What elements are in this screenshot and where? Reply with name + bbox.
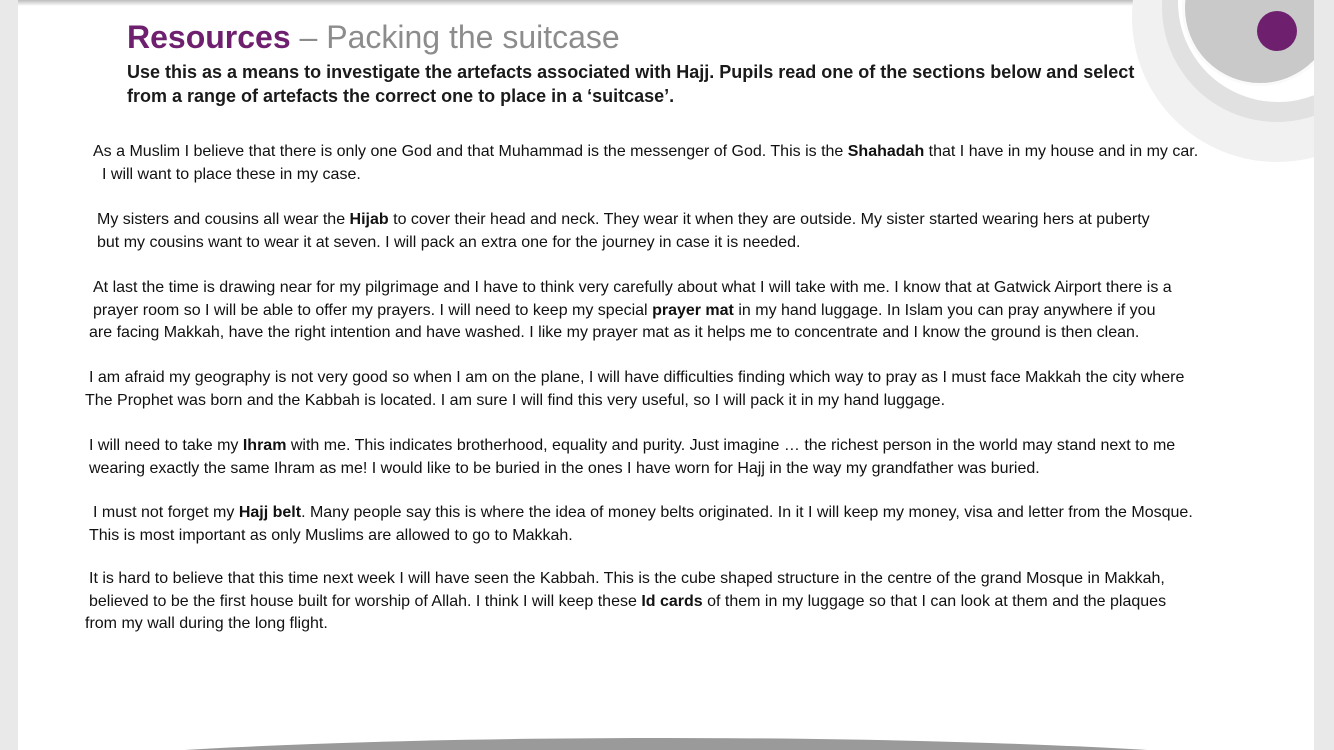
page-title	[127, 18, 620, 56]
text-run: believed to be the first house built for worship of Allah. I think I will keep these	[89, 592, 642, 610]
paragraph-line	[97, 232, 1150, 255]
text-run: I must not forget my	[93, 504, 239, 521]
instructions-line-1: Use this as a means to investigate the artefacts associated with Hajj. Pupils read one of the sections below and select	[127, 62, 1135, 82]
title-rest: – Packing the suitcase	[299, 19, 620, 55]
text-run: This is most important as only Muslims are allowed to go to Makkah.	[89, 526, 573, 544]
paragraph-line	[89, 367, 1184, 390]
slide-page	[18, 0, 1314, 750]
text-run: to cover their head and neck. They wear it when they are outside. My sister started wearing hers at puberty	[388, 211, 1150, 228]
text-run: I will need to take my	[89, 437, 243, 454]
paragraph-line	[85, 390, 1184, 413]
paragraph-line	[89, 322, 1172, 345]
paragraph-line	[85, 613, 1166, 636]
artefact-keyword: Hijab	[349, 211, 389, 228]
paragraph-line	[89, 591, 1166, 614]
text-run: wearing exactly the same Ihram as me! I would like to be buried in the ones I have worn for Hajj in the way my grandfather was buried.	[89, 459, 1040, 477]
paragraph-prayer-mat	[18, 277, 1172, 345]
paragraph-id-cards	[18, 568, 1166, 636]
paragraph-line	[97, 209, 1150, 232]
artefact-keyword: Id cards	[641, 592, 703, 610]
text-run: I will want to place these in my case.	[102, 165, 361, 183]
paragraph-ihram	[18, 435, 1175, 480]
paragraph-line	[93, 277, 1172, 300]
instructions-line-2: from a range of artefacts the correct one to place in a ‘suitcase’.	[127, 86, 675, 106]
paragraph-line	[93, 502, 1193, 525]
text-run: in my hand luggage. In Islam you can pray anywhere if you	[733, 301, 1156, 319]
title-main: Resources	[127, 19, 291, 55]
paragraph-shahadah	[18, 141, 1198, 186]
text-run: . Many people say this is where the idea of money belts originated. In it I will keep my money, visa and letter from the Mosque.	[301, 504, 1193, 521]
paragraph-line	[89, 458, 1175, 481]
purple-dot-icon	[1257, 11, 1297, 51]
text-run: of them in my luggage so that I can look at them and the plaques	[702, 592, 1167, 610]
instructions	[127, 60, 1187, 108]
paragraph-line	[102, 164, 1198, 187]
paragraph-line	[93, 141, 1198, 164]
artefact-keyword: prayer mat	[652, 301, 734, 319]
text-run: It is hard to believe that this time next week I will have seen the Kabbah. This is the cube shaped structure in the centre of the grand Mosque in Makkah,	[89, 570, 1165, 587]
text-run: with me. This indicates brotherhood, equality and purity. Just imagine … the richest person in the world may stand next to me	[286, 437, 1176, 454]
artefact-keyword: Ihram	[242, 437, 287, 454]
text-run: As a Muslim I believe that there is only one God and that Muhammad is the messenger of God. This is the	[93, 143, 848, 160]
paragraph-line	[89, 525, 1193, 548]
text-run: I am afraid my geography is not very good so when I am on the plane, I will have difficulties finding which way to pray as I must face Makkah the city where	[89, 369, 1185, 386]
paragraph-hajj-belt	[18, 502, 1193, 547]
bottom-band	[18, 738, 1314, 750]
text-run: that I have in my house and in my car.	[924, 143, 1199, 160]
text-run: prayer room so I will be able to offer my prayers. I will need to keep my special	[93, 301, 653, 319]
text-run: from my wall during the long flight.	[85, 615, 328, 632]
paragraph-line	[93, 300, 1172, 323]
paragraph-line	[89, 435, 1175, 458]
text-run: At last the time is drawing near for my pilgrimage and I have to think very carefully about what I will take with me. I know that at Gatwick Airport there is a	[93, 279, 1172, 296]
artefact-keyword: Shahadah	[847, 143, 925, 160]
paragraph-compass	[18, 367, 1184, 412]
artefact-keyword: Hajj belt	[238, 504, 302, 521]
text-run: The Prophet was born and the Kabbah is located. I am sure I will find this very useful, so I will pack it in my hand luggage.	[85, 391, 946, 409]
text-run: but my cousins want to wear it at seven. I will pack an extra one for the journey in case it is needed.	[97, 233, 801, 251]
paragraph-hijab	[18, 209, 1150, 254]
paragraph-line	[89, 568, 1166, 591]
top-edge-shadow	[18, 0, 1314, 6]
text-run: are facing Makkah, have the right intention and have washed. I like my prayer mat as it helps me to concentrate and I know the ground is then clean.	[89, 324, 1140, 341]
text-run: My sisters and cousins all wear the	[97, 211, 350, 228]
